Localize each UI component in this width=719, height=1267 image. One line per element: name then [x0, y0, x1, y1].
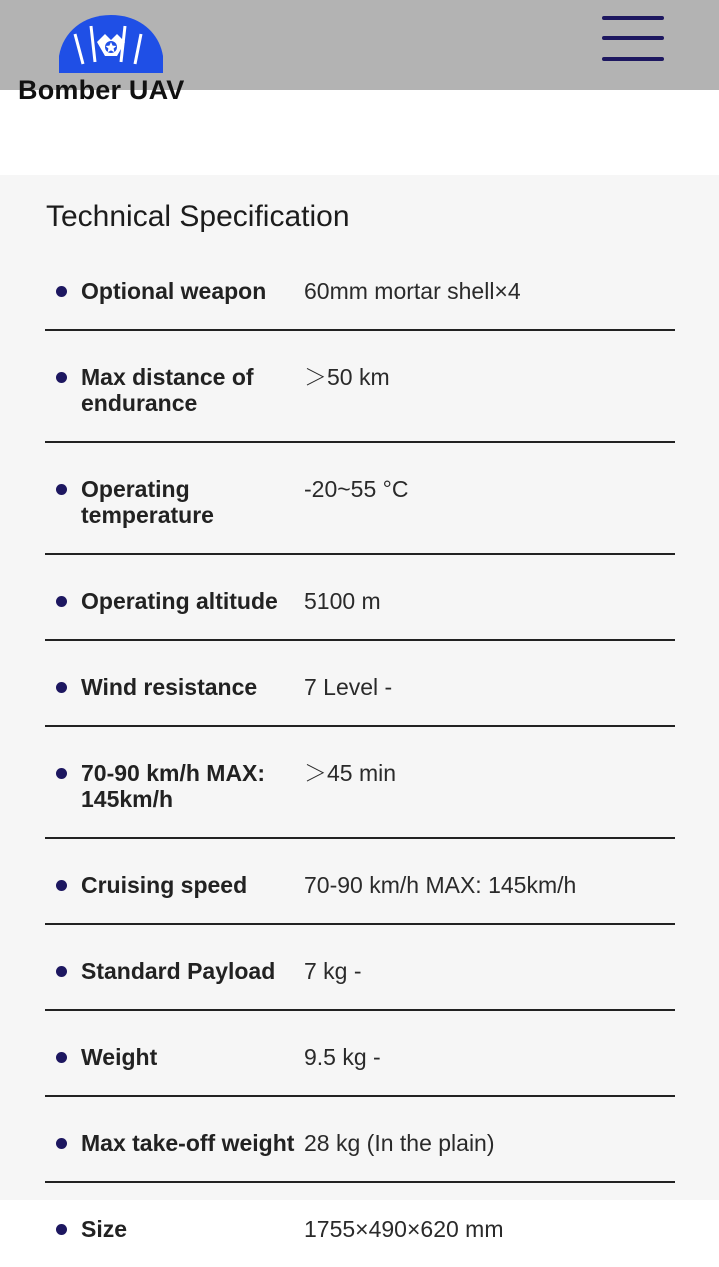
spec-name: Max take-off weight — [81, 1130, 295, 1156]
spec-row — [45, 1011, 675, 1097]
spec-row — [45, 1183, 675, 1267]
bullet-icon — [56, 484, 67, 495]
spec-value: ＞50 km — [304, 364, 390, 390]
technical-specification-section — [0, 175, 719, 1242]
spec-name: 70-90 km/h MAX: 145km/h — [81, 760, 266, 812]
spec-row — [45, 925, 675, 1011]
spec-value: 28 kg (In the plain) — [304, 1130, 495, 1156]
spec-value: -20~55 °C — [304, 476, 409, 502]
spec-name: Standard Payload — [81, 958, 276, 984]
bullet-icon — [56, 1138, 67, 1149]
spec-row — [45, 331, 675, 443]
bullet-icon — [56, 1224, 67, 1235]
spec-value: 1755×490×620 mm — [304, 1216, 504, 1242]
menu-bar — [602, 16, 664, 20]
shield-eagle-logo-icon[interactable] — [55, 12, 167, 74]
section-title: Technical Specification — [46, 200, 350, 233]
spec-row — [45, 641, 675, 727]
spec-value: 7 Level - — [304, 674, 393, 700]
spec-row — [45, 443, 675, 555]
spec-value: 9.5 kg - — [304, 1044, 381, 1070]
spec-value: 5100 m — [304, 588, 381, 614]
spec-value: ＞45 min — [304, 760, 397, 786]
spec-row — [45, 555, 675, 641]
spec-list — [45, 245, 675, 1267]
spec-value: 60mm mortar shell×4 — [304, 278, 521, 304]
spec-name: Weight — [81, 1044, 158, 1070]
spec-name: Max distance of endurance — [81, 364, 254, 416]
spec-value: 7 kg - — [304, 958, 362, 984]
spec-name: Operating temperature — [81, 476, 214, 528]
bullet-icon — [56, 372, 67, 383]
bullet-icon — [56, 682, 67, 693]
bullet-icon — [56, 596, 67, 607]
brand-name[interactable]: Bomber UAV — [18, 75, 185, 105]
bullet-icon — [56, 880, 67, 891]
spec-value: 70-90 km/h MAX: 145km/h — [304, 872, 577, 898]
site-header — [0, 0, 719, 105]
spec-row — [45, 839, 675, 925]
bullet-icon — [56, 768, 67, 779]
spec-row — [45, 245, 675, 331]
bullet-icon — [56, 1052, 67, 1063]
spec-name: Size — [81, 1216, 128, 1242]
bullet-icon — [56, 286, 67, 297]
spec-row — [45, 1097, 675, 1183]
spec-name: Wind resistance — [81, 674, 258, 700]
bullet-icon — [56, 966, 67, 977]
hamburger-menu-button[interactable] — [598, 13, 666, 67]
spec-name: Optional weapon — [81, 278, 267, 304]
spec-row — [45, 727, 675, 839]
spec-name: Cruising speed — [81, 872, 248, 898]
spec-name: Operating altitude — [81, 588, 278, 614]
menu-bar — [602, 57, 664, 61]
menu-bar — [602, 36, 664, 40]
